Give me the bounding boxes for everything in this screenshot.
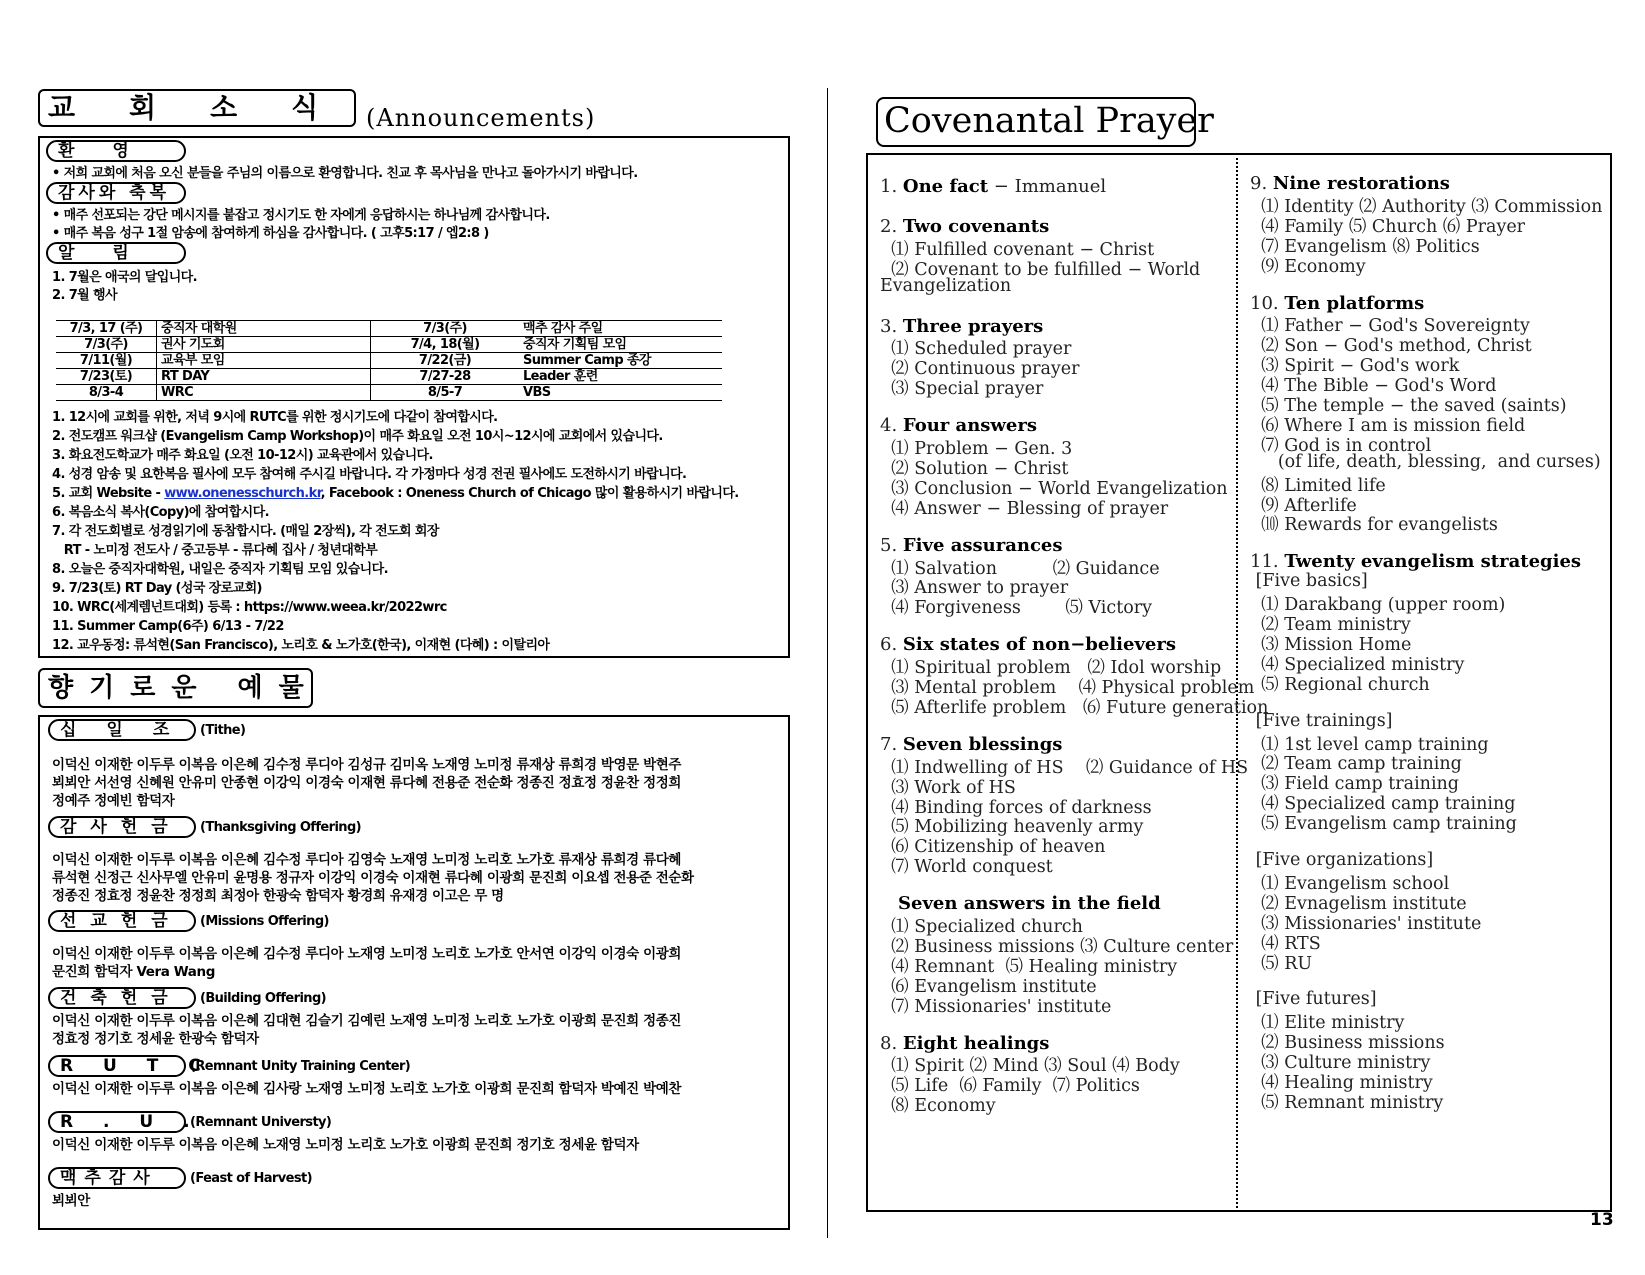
- missions-names: 이덕신 이재한 이두루 이복음 이은혜 김수정 루디아 노재영 노미정 노리호 노가호 안서연 이강익 이경숙 이광희: [52, 946, 682, 962]
- prayer-item: ⑴ Spirit ⑵ Mind ⑶ Soul ⑷ Body: [880, 1056, 1180, 1077]
- prayer-item: ⑵ Team camp training: [1250, 754, 1462, 775]
- prayer-item: ⑵ Business missions: [1250, 1033, 1445, 1054]
- prayer-item: ⑸ Regional church: [1250, 674, 1430, 695]
- prayer-item: ⑴ 1st level camp training: [1250, 734, 1489, 755]
- announcements-box: [38, 136, 790, 658]
- prayer-item: ⑸ Afterlife problem ⑹ Future generation: [880, 697, 1269, 718]
- prayer-item: ⑴ Indwelling of HS ⑵ Guidance of HS: [880, 757, 1249, 778]
- event-row: [56, 337, 722, 353]
- notice-item: RT - 노미정 전도사 / 중고등부 - 류다혜 집사 / 청년대학부: [52, 543, 378, 558]
- prayer-item: ⑶ Missionaries' institute: [1250, 913, 1482, 934]
- prayer-item: ⑼ Afterlife: [1250, 495, 1357, 516]
- prayer-item: ⑵ Continuous prayer: [880, 359, 1080, 380]
- prayer-item: ⑵ Evnagelism institute: [1250, 893, 1467, 914]
- prayer-item: ⑺ Missionaries' institute: [880, 996, 1112, 1017]
- event-date: 7/11(월): [56, 353, 157, 369]
- tithe-label: 십일조: [48, 719, 196, 741]
- prayer-item: [Five trainings]: [1250, 710, 1393, 731]
- prayer-item: ⑶ Spirit − God's work: [1250, 356, 1460, 377]
- rutc-names: 이덕신 이재한 이두루 이복음 이은혜 김사랑 노재영 노미정 노리호 노가호 이광희 문진희 함덕자 박예진 박예찬: [52, 1081, 682, 1097]
- prayer-item: ⑴ Spiritual problem ⑵ Idol worship: [880, 658, 1222, 679]
- prayer-heading: [880, 415, 1037, 436]
- tithe-names: 뵈뵈안 서선영 신혜원 안유미 안종현 이강익 이경숙 이재현 류다혜 전용준 전순화 정종진 정효정 정윤찬 정정희: [52, 775, 682, 791]
- announcements-subtitle: (Announcements): [366, 104, 596, 132]
- thanks-item: • 매주 복음 성구 1절 암송에 참여하게 하심을 감사합니다. ( 고후5:17 / 엡2:8 ): [52, 226, 489, 241]
- heading-number: 9.: [1250, 173, 1273, 194]
- heading-number: 6.: [880, 634, 903, 656]
- prayer-item: ⑶ Work of HS: [880, 777, 1016, 798]
- event-date: 7/3, 17 (주): [56, 321, 157, 337]
- prayer-item: ⑶ Answer to prayer: [880, 578, 1069, 599]
- heading-text: Seven blessings: [902, 733, 1063, 755]
- prayer-title: Covenantal Prayer: [876, 97, 1196, 147]
- heading-number: 1.: [880, 176, 903, 197]
- heading-text: Twenty evangelism strategies: [1284, 551, 1582, 573]
- prayer-item: ⑹ Where I am is mission field: [1250, 415, 1526, 436]
- prayer-item: ⑴ Father − God's Sovereignty: [1250, 316, 1530, 337]
- notice-label: 알림: [46, 242, 186, 264]
- prayer-item: ⑺ Evangelism ⑻ Politics: [1250, 236, 1480, 257]
- event-date: 7/23(토): [56, 369, 157, 385]
- prayer-item: ⑵ Son − God's method, Christ: [1250, 336, 1532, 357]
- event-date: 7/3(주): [56, 337, 157, 353]
- event-date: 7/27-28: [371, 369, 520, 385]
- notice-item: 1. 12시에 교회를 위한, 저녁 9시에 RUTC를 위한 정시기도에 다같이 참여합시다.: [52, 410, 498, 425]
- notice-item: 8. 오늘은 중직자대학원, 내일은 중직자 기획팀 모임 있습니다.: [52, 562, 388, 577]
- events-table: [56, 320, 722, 401]
- prayer-heading: [880, 734, 1062, 755]
- prayer-heading: [880, 176, 1106, 197]
- heading-text: Eight healings: [902, 1032, 1050, 1054]
- thanksgiving-english: (Thanksgiving Offering): [200, 820, 362, 835]
- prayer-heading: [880, 535, 1063, 556]
- building-english: (Building Offering): [200, 991, 327, 1006]
- notice-item: 11. Summer Camp(6주) 6/13 - 7/22: [52, 619, 284, 634]
- building-names: 이덕신 이재한 이두루 이복음 이은혜 김대현 김슬기 김예린 노재영 노미정 노리호 노가호 이광희 문진희 정종진: [52, 1013, 682, 1029]
- page-divider: [827, 88, 828, 1238]
- welcome-text: • 저희 교회에 처음 오신 분들을 주님의 이름으로 환영합니다. 친교 후 목사님을 만나고 돌아가시기 바랍니다.: [52, 166, 638, 181]
- prayer-item: ⑵ Covenant to be fulfilled − World: [880, 259, 1201, 280]
- prayer-item: ⑵ Solution − Christ: [880, 458, 1069, 479]
- prayer-item: [Five futures]: [1250, 989, 1377, 1010]
- notice-item: 9. 7/23(토) RT Day (성국 장로교회): [52, 581, 262, 596]
- event-row: [56, 385, 722, 401]
- event-date: 8/3-4: [56, 385, 157, 401]
- heading-text: One fact: [902, 176, 989, 197]
- notice-item: 2. 7월 행사: [52, 288, 117, 303]
- event-name: 권사 기도회: [157, 337, 371, 353]
- prayer-item: ⑴ Identity ⑵ Authority ⑶ Commission: [1250, 196, 1603, 217]
- notice-item: 1. 7월은 애국의 달입니다.: [52, 270, 197, 285]
- prayer-item: ⑴ Scheduled prayer: [880, 339, 1072, 360]
- prayer-item: ⑶ Mission Home: [1250, 634, 1412, 655]
- prayer-item: ⑼ Economy: [1250, 256, 1366, 277]
- prayer-item: ⑹ Citizenship of heaven: [880, 837, 1106, 858]
- prayer-item: ⑶ Culture ministry: [1250, 1053, 1431, 1074]
- prayer-item: ⑺ God is in control: [1250, 435, 1432, 456]
- rutc-english: (Remnant Unity Training Center): [190, 1059, 411, 1074]
- prayer-item: ⑷ Specialized camp training: [1250, 794, 1516, 815]
- ru-names: 이덕신 이재한 이두루 이복음 이은혜 노재영 노미정 노리호 노가호 이광희 문진희 정기호 정세윤 함덕자: [52, 1137, 639, 1153]
- prayer-heading: [1250, 293, 1424, 314]
- prayer-heading: [1250, 173, 1450, 194]
- ru-english: (Remnant Universty): [190, 1115, 332, 1130]
- tithe-names: 이덕신 이재한 이두루 이복음 이은혜 김수정 루디아 김성규 김미옥 노재영 노미정 류재상 류희경 박영문 박현주: [52, 757, 682, 773]
- offerings-title: 향기로운 예물: [38, 668, 313, 708]
- prayer-item: ⑸ Evangelism camp training: [1250, 814, 1517, 835]
- event-name: 중직자 대학원: [157, 321, 371, 337]
- prayer-item: ⑵ Team ministry: [1250, 615, 1411, 635]
- prayer-heading: [880, 216, 1049, 237]
- thanksgiving-label: 감사헌금: [48, 816, 196, 838]
- event-name: 중직자 기획팀 모임: [519, 337, 722, 353]
- event-date: 7/22(금): [371, 353, 520, 369]
- prayer-item: [Five organizations]: [1250, 850, 1434, 870]
- building-label: 건축헌금: [48, 987, 196, 1009]
- notice-item: 4. 성경 암송 및 요한복음 필사에 모두 참여해 주시길 바랍니다. 각 가정마다 성경 전권 필사에도 도전하시기 바랍니다.: [52, 467, 687, 482]
- prayer-item: ⑷ Healing ministry: [1250, 1073, 1433, 1093]
- event-name: RT DAY: [157, 369, 371, 385]
- prayer-item: ⑷ Remnant ⑸ Healing ministry: [880, 956, 1178, 977]
- rutc-label: R U T C: [48, 1055, 186, 1077]
- tithe-english: (Tithe): [200, 723, 246, 738]
- prayer-item: ⑶ Mental problem ⑷ Physical problem: [880, 678, 1255, 698]
- notice-item: 3. 화요전도학교가 매주 화요일 (오전 10-12시) 교육관에서 있습니다.: [52, 448, 433, 463]
- prayer-item: ⑸ RU: [1250, 953, 1313, 974]
- heading-text: Four answers: [902, 415, 1037, 437]
- thanksgiving-names: 이덕신 이재한 이두루 이복음 이은혜 김수정 루디아 김영숙 노재영 노미정 노리호 노가호 류재상 류희경 류다혜: [52, 852, 682, 868]
- notice-item-website: [52, 482, 739, 501]
- heading-text: Five assurances: [902, 534, 1063, 556]
- prayer-item: Evangelization: [880, 275, 1012, 296]
- page-number: 13: [1590, 1210, 1614, 1230]
- prayer-item: ⑷ Family ⑸ Church ⑹ Prayer: [1250, 216, 1526, 237]
- notice-item: 2. 전도캠프 워크샵 (Evangelism Camp Workshop)이 매주 화요일 오전 10시~12시에 교회에서 있습니다.: [52, 429, 663, 444]
- prayer-item: ⑴ Salvation ⑵ Guidance: [880, 558, 1160, 579]
- event-name: VBS: [519, 385, 722, 401]
- prayer-item: ⑶ Conclusion − World Evangelization: [880, 478, 1228, 499]
- prayer-item: ⑷ The Bible − God's Word: [1250, 376, 1497, 397]
- prayer-item: ⑷ RTS: [1250, 933, 1321, 954]
- harvest-english: (Feast of Harvest): [190, 1171, 312, 1186]
- event-row: [56, 353, 722, 369]
- thanksgiving-names: 류석현 신정근 신사무엘 안유미 윤명용 정규자 이강익 이경숙 이재현 류다혜 이광희 문진희 이요셉 전용준 전순화: [52, 870, 694, 886]
- notice-item: 6. 복음소식 복사(Copy)에 참여합시다.: [52, 505, 269, 520]
- website-link[interactable]: www.onenesschurch.kr: [164, 486, 321, 501]
- announcements-title: 교회소식: [38, 89, 356, 127]
- event-name: 교육부 모임: [157, 353, 371, 369]
- event-date: 7/3(주): [371, 321, 520, 337]
- prayer-item: ⑷ Specialized ministry: [1250, 654, 1465, 675]
- heading-number: 11.: [1250, 551, 1285, 573]
- offerings-box: [38, 715, 790, 1230]
- heading-text: Ten platforms: [1284, 292, 1425, 314]
- prayer-heading: [880, 634, 1176, 655]
- notice-item: 7. 각 전도회별로 성경읽기에 동참합시다. (매일 2장씩), 각 전도회 회장: [52, 524, 439, 539]
- prayer-item: ⑴ Darakbang (upper room): [1250, 595, 1506, 616]
- prayer-item: ⑶ Field camp training: [1250, 774, 1460, 795]
- welcome-label: 환영: [46, 140, 186, 162]
- missions-english: (Missions Offering): [200, 914, 329, 929]
- ru-label: R . U .: [48, 1111, 186, 1133]
- prayer-item: ⑸ The temple − the saved (saints): [1250, 396, 1567, 416]
- prayer-item: ⑷ Answer − Blessing of prayer: [880, 498, 1169, 519]
- heading-number: 10.: [1250, 292, 1285, 314]
- prayer-item: ⑸ Life ⑹ Family ⑺ Politics: [880, 1076, 1140, 1097]
- heading-text: Nine restorations: [1272, 173, 1450, 194]
- event-name: Leader 훈련: [519, 369, 722, 385]
- heading-number: 7.: [880, 733, 903, 755]
- heading-text: Three prayers: [902, 315, 1044, 337]
- tithe-names: 정예주 정예빈 함덕자: [52, 793, 175, 809]
- event-date: 8/5-7: [371, 385, 520, 401]
- prayer-heading: [880, 316, 1043, 337]
- thanksgiving-names: 정종진 정효정 정윤찬 정정희 최정아 한광숙 함덕자 황경희 유재경 이고은 무 명: [52, 888, 504, 904]
- prayer-item: [Five basics]: [1250, 571, 1368, 592]
- prayer-item: ⑷ Forgiveness ⑸ Victory: [880, 598, 1153, 619]
- harvest-label: 맥추감사: [48, 1167, 186, 1189]
- prayer-item: ⑴ Elite ministry: [1250, 1013, 1405, 1034]
- harvest-names: 뵈뵈안: [52, 1193, 90, 1209]
- website-prefix: 5. 교회 Website -: [52, 486, 165, 501]
- event-name: 맥추 감사 주일: [519, 321, 722, 337]
- prayer-item: ⑶ Special prayer: [880, 379, 1044, 400]
- prayer-item: ⑴ Specialized church: [880, 917, 1083, 937]
- event-name: Summer Camp 종강: [519, 353, 722, 369]
- prayer-item: ⑻ Limited life: [1250, 475, 1386, 496]
- prayer-heading: [880, 1033, 1049, 1054]
- building-names: 정효정 정기호 정세윤 한광숙 함덕자: [52, 1031, 259, 1047]
- heading-number: 3.: [880, 315, 903, 337]
- heading-number: 2.: [880, 215, 903, 237]
- prayer-item: ⑷ Binding forces of darkness: [880, 797, 1152, 818]
- prayer-item: ⑹ Evangelism institute: [880, 976, 1097, 997]
- prayer-item: ⑺ World conquest: [880, 857, 1053, 878]
- missions-names: 문진희 함덕자 Vera Wang: [52, 964, 215, 980]
- prayer-item: ⑵ Business missions ⑶ Culture center: [880, 936, 1234, 957]
- heading-number: 8.: [880, 1032, 903, 1054]
- prayer-item: ⑸ Mobilizing heavenly army: [880, 817, 1144, 838]
- prayer-heading: [1250, 551, 1581, 572]
- prayer-item: ⑸ Remnant ministry: [1250, 1092, 1444, 1113]
- event-row: [56, 369, 722, 385]
- prayer-item: ⑴ Fulfilled covenant − Christ: [880, 239, 1155, 260]
- event-row: [56, 321, 722, 337]
- thanks-label: 감사와 축복: [46, 182, 186, 204]
- heading-tail: − Immanuel: [988, 176, 1107, 197]
- heading-text: Six states of non−believers: [902, 634, 1176, 656]
- heading-text: Two covenants: [902, 215, 1050, 237]
- heading-number: 5.: [880, 534, 903, 556]
- prayer-item: ⑻ Economy: [880, 1096, 996, 1117]
- event-name: WRC: [157, 385, 371, 401]
- event-date: 7/4, 18(월): [371, 337, 520, 353]
- website-suffix: , Facebook : Oneness Church of Chicago 많이 활용하시기 바랍니다.: [320, 486, 739, 501]
- prayer-item: (of life, death, blessing, and curses): [1250, 451, 1601, 472]
- prayer-item: ⑴ Problem − Gen. 3: [880, 439, 1073, 459]
- thanks-item: • 매주 선포되는 강단 메시지를 붙잡고 정시기도 한 자에게 응답하시는 하나님께 감사합니다.: [52, 208, 550, 223]
- prayer-item: ⑴ Evangelism school: [1250, 873, 1450, 894]
- heading-text: Seven answers in the field: [898, 893, 1161, 915]
- notice-item: 10. WRC(세계렘넌트대회) 등록 : https://www.weea.kr/2022wrc: [52, 600, 447, 615]
- missions-label: 선교헌금: [48, 910, 196, 932]
- notice-item: 12. 교우동정: 류석현(San Francisco), 노리호 & 노가호(한국), 이재현 (다혜) : 이탈리아: [52, 638, 550, 653]
- prayer-item: ⑽ Rewards for evangelists: [1250, 515, 1498, 536]
- heading-number: 4.: [880, 415, 903, 437]
- prayer-heading: [898, 893, 1161, 914]
